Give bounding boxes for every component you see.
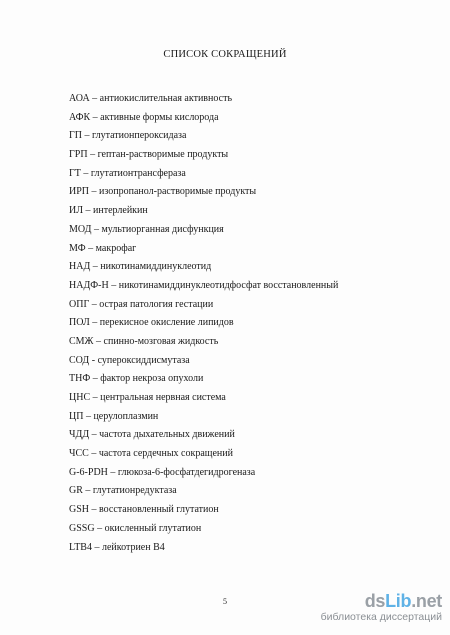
- abbreviation-term: GR: [69, 485, 83, 497]
- abbreviation-term: G-6-PDH: [69, 466, 108, 478]
- abbreviation-term: ГРП: [69, 149, 88, 161]
- abbreviation-term: ГП: [69, 130, 83, 142]
- separator-dash: –: [90, 261, 101, 273]
- abbreviation-term: ИРП: [69, 186, 90, 198]
- list-item: [69, 484, 338, 503]
- abbreviation-definition: никотинамиддинуклеотид: [100, 261, 212, 273]
- abbreviation-definition: острая патология гестации: [99, 298, 214, 310]
- page-title: СПИСОК СОКРАЩЕНИЙ: [163, 49, 287, 60]
- list-item: [69, 372, 338, 391]
- separator-dash: –: [91, 541, 102, 553]
- list-item: [69, 148, 338, 167]
- abbreviation-term: ТНФ: [69, 373, 91, 385]
- abbreviation-definition: антиокислительная активность: [99, 93, 233, 104]
- separator-dash: –: [89, 93, 100, 104]
- separator-dash: –: [91, 223, 102, 235]
- abbreviation-definition: частота сердечных сокращений: [98, 448, 233, 460]
- separator-dash: –: [83, 205, 94, 217]
- logo-lib-text: Lib: [385, 591, 412, 611]
- page-number: 5: [223, 597, 227, 606]
- list-item: [69, 92, 338, 111]
- list-item: [69, 447, 338, 466]
- list-item: [69, 111, 338, 130]
- separator-dash: –: [107, 466, 118, 478]
- abbreviation-term: ОПГ: [69, 298, 90, 310]
- list-item: [69, 503, 338, 522]
- list-item: [69, 298, 338, 317]
- abbreviation-term: ГТ: [69, 167, 81, 179]
- list-item: [69, 167, 338, 186]
- separator-dash: –: [89, 317, 100, 329]
- abbreviation-term: ИЛ: [69, 205, 84, 217]
- separator-dash: –: [90, 111, 101, 123]
- abbreviation-definition: макрофаг: [95, 242, 137, 254]
- list-item: [69, 279, 338, 298]
- abbreviation-term: ЧДД: [69, 429, 90, 441]
- abbreviation-term: СОД: [69, 354, 90, 366]
- separator-dash: –: [94, 522, 105, 534]
- logo-net-text: .net: [411, 591, 442, 611]
- abbreviation-term: ЦП: [69, 410, 84, 422]
- separator-dash: –: [108, 279, 119, 291]
- abbreviation-term: АФК: [69, 111, 91, 123]
- abbreviation-definition: церулоплазмин: [93, 410, 159, 422]
- list-item: [69, 522, 338, 541]
- site-logo[interactable]: [321, 592, 442, 610]
- separator-dash: –: [90, 373, 101, 385]
- site-watermark[interactable]: [321, 592, 442, 624]
- abbreviation-definition: глутатионредуктаза: [92, 485, 177, 497]
- abbreviation-definition: интерлейкин: [93, 205, 148, 217]
- separator-dash: –: [88, 448, 99, 460]
- abbreviation-term: GSH: [69, 504, 90, 516]
- abbreviation-definition: активные формы кислорода: [100, 111, 219, 123]
- abbreviation-term: LTB4: [69, 541, 92, 553]
- abbreviation-definition: лейкотриен В4: [101, 541, 165, 553]
- list-item: [69, 335, 338, 354]
- list-item: [69, 428, 338, 447]
- list-item: [69, 223, 338, 242]
- abbreviation-term: НАД: [69, 261, 91, 273]
- abbreviation-definition: окисленный глутатион: [104, 522, 202, 534]
- separator-dash: –: [87, 149, 98, 161]
- separator-dash: –: [90, 392, 101, 403]
- separator-dash: –: [89, 429, 100, 441]
- abbreviation-definition: мультиорганная дисфункция: [101, 223, 224, 235]
- abbreviation-term: GSSG: [69, 522, 95, 534]
- abbreviation-definition: гептан-растворимые продукты: [97, 149, 229, 161]
- list-item: [69, 260, 338, 279]
- separator-dash: –: [93, 335, 104, 347]
- abbreviation-definition: изопропанол-растворимые продукты: [99, 186, 257, 198]
- list-item: [69, 466, 338, 485]
- abbreviation-list: [69, 92, 338, 559]
- abbreviation-term: МОД: [69, 223, 92, 235]
- abbreviation-definition: глутатионтрансфераза: [90, 167, 186, 179]
- list-item: [69, 204, 338, 223]
- abbreviation-definition: фактор некроза опухоли: [100, 373, 204, 385]
- abbreviation-term: ЦНС: [69, 392, 91, 403]
- separator-dash: –: [82, 485, 93, 497]
- list-item: [69, 541, 338, 560]
- abbreviation-definition: супероксиддисмутаза: [97, 354, 190, 366]
- logo-ds-text: ds: [364, 591, 386, 611]
- separator-dash: -: [89, 354, 98, 366]
- separator-dash: –: [85, 242, 96, 254]
- list-item: [69, 242, 338, 261]
- list-item: [69, 129, 338, 148]
- abbreviation-definition: глутатионпероксидаза: [92, 130, 187, 142]
- abbreviation-term: МФ: [69, 242, 86, 254]
- list-item: [69, 185, 338, 204]
- abbreviation-definition: частота дыхательных движений: [99, 429, 235, 441]
- abbreviation-term: НАДФ-Н: [69, 279, 109, 291]
- list-item: [69, 354, 338, 373]
- list-item: [69, 391, 338, 410]
- separator-dash: –: [83, 410, 94, 422]
- separator-dash: –: [89, 504, 100, 516]
- abbreviation-definition: никотинамиддинуклеотидфосфат восстановленный: [118, 279, 339, 291]
- list-item: [69, 316, 338, 335]
- separator-dash: –: [82, 130, 93, 142]
- separator-dash: –: [89, 298, 100, 310]
- separator-dash: –: [89, 186, 100, 198]
- abbreviation-definition: спинно-мозговая жидкость: [103, 335, 219, 347]
- abbreviation-term: АОА: [69, 93, 90, 104]
- abbreviation-definition: центральная нервная система: [100, 392, 226, 403]
- abbreviation-definition: перекисное окисление липидов: [99, 317, 234, 329]
- abbreviation-definition: глюкоза-6-фосфатдегидрогеназа: [117, 466, 256, 478]
- separator-dash: –: [80, 167, 91, 179]
- abbreviation-term: ПОЛ: [69, 317, 90, 329]
- abbreviation-term: СМЖ: [69, 335, 94, 347]
- list-item: [69, 410, 338, 429]
- abbreviation-term: ЧСС: [69, 448, 89, 460]
- site-subtitle: библиотека диссертаций: [320, 611, 442, 623]
- abbreviation-definition: восстановленный глутатион: [99, 504, 219, 516]
